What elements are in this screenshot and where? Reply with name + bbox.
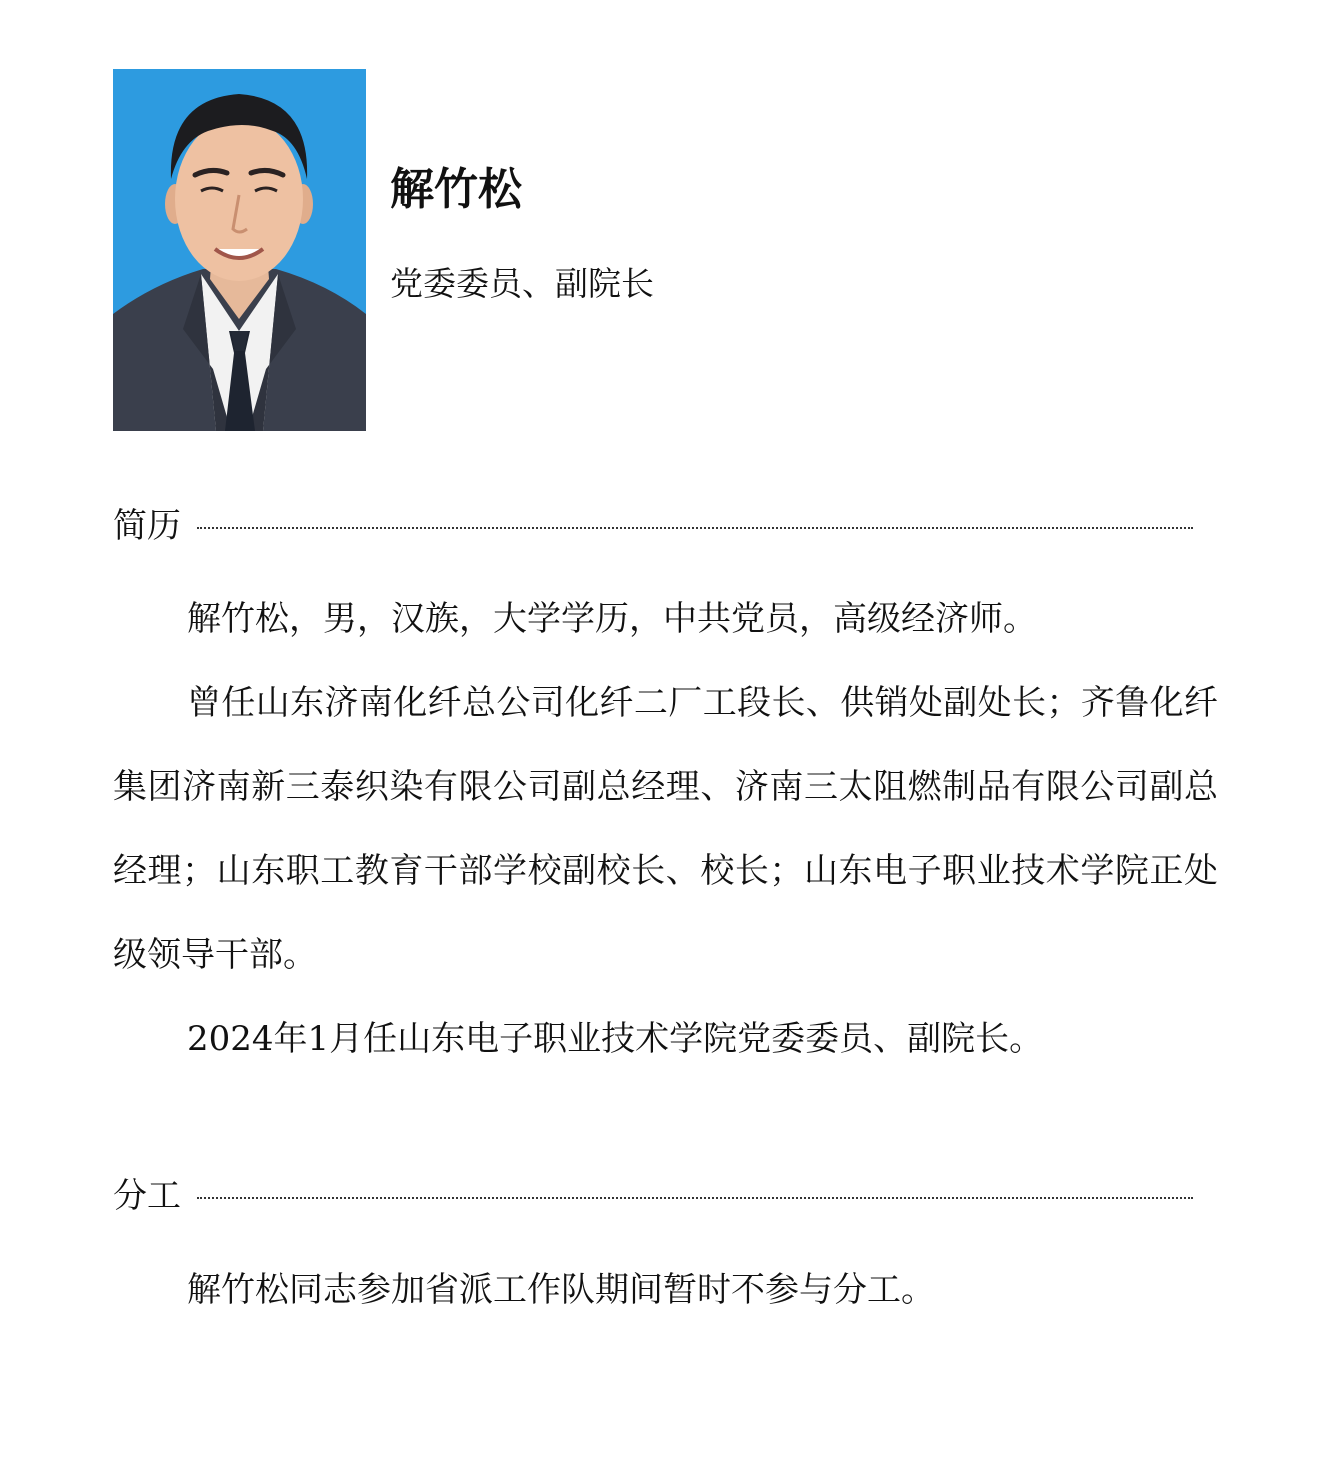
- duties-section-header: [113, 1173, 1193, 1219]
- person-name: 解竹松: [390, 164, 522, 215]
- resume-heading: 简历: [113, 506, 181, 546]
- resume-section-header: [113, 503, 1193, 549]
- person-position: 党委委员、副院长: [390, 264, 654, 303]
- duties-heading: 分工: [113, 1176, 181, 1216]
- portrait-photo: [113, 69, 366, 431]
- portrait-illustration: [113, 69, 366, 431]
- dotted-divider: [197, 527, 1193, 529]
- resume-paragraph: 曾任山东济南化纤总公司化纤二厂工段长、供销处副处长；齐鲁化纤集团济南新三泰织染有限公司副总经理、济南三太阻燃制品有限公司副总经理；山东职工教育干部学校副校长、校长；山东电子职业技术学院正处级领导干部。: [113, 683, 1218, 975]
- dotted-divider: [197, 1197, 1193, 1199]
- duties-paragraph: 解竹松同志参加省派工作队期间暂时不参与分工。: [187, 1270, 935, 1310]
- resume-paragraph: 解竹松，男，汉族，大学学历，中共党员，高级经济师。: [187, 599, 1037, 639]
- resume-paragraph: 2024年1月任山东电子职业技术学院党委委员、副院长。: [187, 1019, 1044, 1059]
